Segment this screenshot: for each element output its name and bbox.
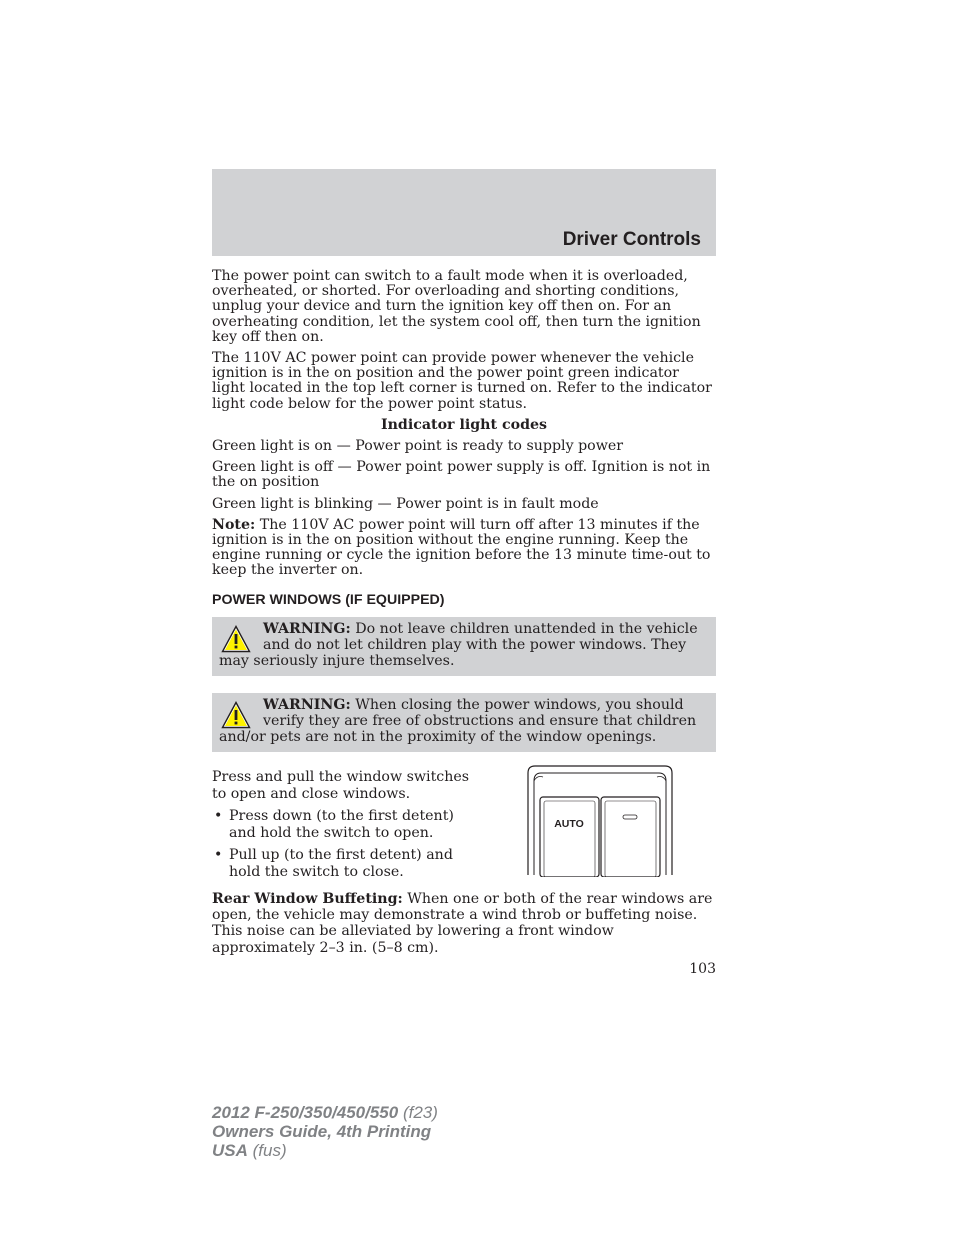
- buffeting-label: Rear Window Buffeting:: [212, 890, 403, 907]
- window-switch-illustration: [525, 763, 675, 877]
- note-text: The 110V AC power point will turn off after 13 minutes if the ignition is in the on position without the engine running. Keep the engine running or cycle the ignition before the 13 minute time-out to keep the inverter on.: [212, 516, 711, 579]
- indicator-code: Green light is blinking — Power point is in fault mode: [212, 495, 599, 512]
- indicator-heading: Indicator light codes: [380, 416, 548, 433]
- footer-model: 2012 F-250/350/450/550: [212, 1103, 399, 1122]
- indicator-code: Green light is on — Power point is ready to supply power: [212, 438, 624, 455]
- warning-label: WARNING:: [263, 620, 351, 637]
- bullet: •: [214, 846, 223, 863]
- warning-triangle-icon: [221, 625, 251, 653]
- list-item: [212, 847, 472, 881]
- page-number: 103: [689, 961, 716, 977]
- warning-label: WARNING:: [263, 696, 351, 713]
- list-item: [212, 808, 472, 842]
- header-band: [212, 169, 716, 256]
- switch-text: [212, 769, 472, 886]
- warning-box: [212, 693, 716, 752]
- list-item-text: Pull up (to the first detent) and hold the switch to close.: [229, 846, 453, 880]
- note-label: Note:: [212, 516, 256, 533]
- footer-line: [212, 1103, 438, 1122]
- power-window-instructions: [212, 769, 716, 891]
- bullet: •: [214, 807, 223, 824]
- footer-region: USA: [212, 1141, 248, 1160]
- footer-line: [212, 1141, 438, 1160]
- paragraph-fault-mode: The power point can switch to a fault mode when it is overloaded, overheated, or shorted. For overloading and shorting conditions, unplug your device and turn the ignition key off then on. For an overheating condition, let the system cool off, then turn the ignition key off then on.: [212, 268, 701, 345]
- warning-box: [212, 617, 716, 676]
- warning-text: Do not leave children unattended in the vehicle and do not let children play with the power windows. They may seriously injure themselves.: [219, 620, 698, 669]
- windows-intro: Press and pull the window switches to open and close windows.: [212, 768, 470, 802]
- paragraph-power-point: The 110V AC power point can provide power whenever the vehicle ignition is in the on position and the power point green indicator light located in the top left corner is turned on. Refer to the indicator light code below for the power point status.: [212, 350, 712, 412]
- auto-label: AUTO: [554, 817, 584, 830]
- buffeting-text: When one or both of the rear windows are open, the vehicle may demonstrate a wind throb or buffeting noise. This noise can be alleviated by lowering a front window approximately 2–3 in. (5–8 cm).: [212, 890, 713, 956]
- footer-region-code: (fus): [247, 1141, 287, 1160]
- buffeting-paragraph: [212, 891, 716, 956]
- warning-triangle-icon: [221, 701, 251, 729]
- footer-line: Owners Guide, 4th Printing: [212, 1122, 432, 1141]
- note-paragraph: [212, 518, 716, 579]
- list-item-text: Press down (to the first detent) and hold the switch to open.: [229, 807, 454, 841]
- main-content: [212, 269, 716, 962]
- warning-text: When closing the power windows, you should verify they are free of obstructions and ensure that children and/or pets are not in the proximity of the window openings.: [219, 696, 697, 745]
- footer: [212, 1103, 438, 1160]
- windows-bullet-list: [212, 808, 472, 881]
- section-title: Driver Controls: [562, 229, 701, 250]
- section-heading: POWER WINDOWS (IF EQUIPPED): [212, 591, 445, 608]
- indicator-code: Green light is off — Power point power supply is off. Ignition is not in the on position: [212, 459, 711, 491]
- footer-code: (f23): [398, 1103, 438, 1122]
